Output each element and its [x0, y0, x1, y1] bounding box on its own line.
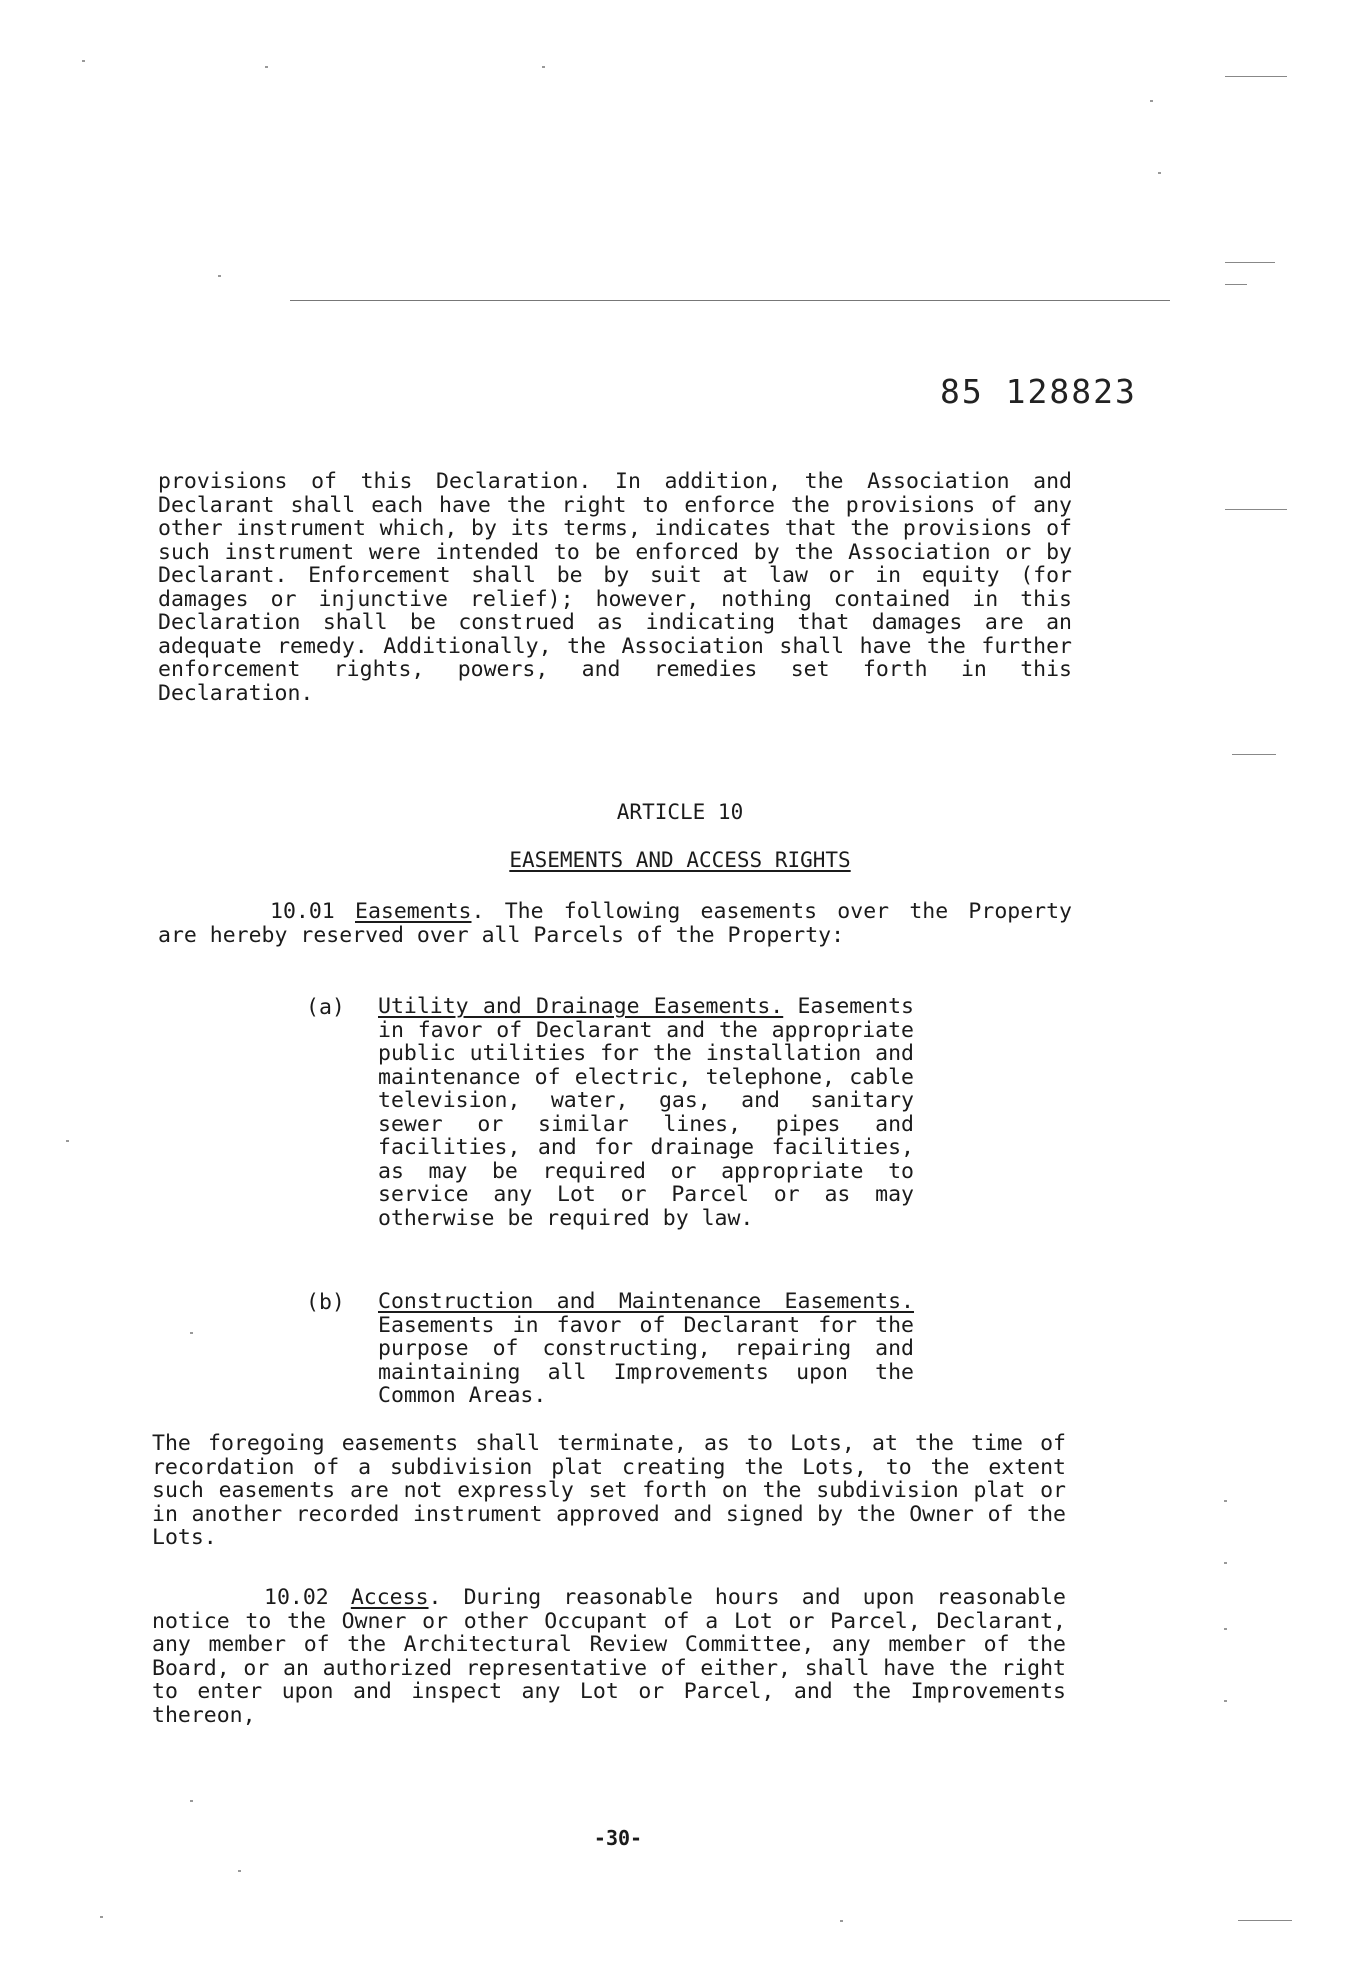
termination-paragraph [152, 1432, 1066, 1550]
margin-mark [1232, 754, 1276, 755]
continuation-paragraph [158, 470, 1072, 705]
scan-speck [1158, 172, 1161, 174]
scan-speck [238, 1870, 241, 1872]
section-number: 10.01 [270, 899, 335, 924]
subsection-text: Easements in favor of Declarant and the appropriate public utilities for the installation and maintenance of electric, telephone, cable television, water, gas, and sanitary sewer or similar lines, pipes and facilities, and for drainage facilities, as may be required or appropriate to service any Lot or Parcel or as may otherwise be required by law. [378, 994, 914, 1231]
section-number: 10.02 [264, 1585, 329, 1610]
subsection-paragraph [378, 1290, 914, 1408]
scan-speck [1224, 1700, 1227, 1702]
scan-speck [1150, 100, 1153, 102]
scan-speck [265, 66, 268, 68]
scan-speck [1224, 1562, 1227, 1564]
paragraph-text: The foregoing easements shall terminate, as to Lots, at the time of recordation of a subdivision plat creating the Lots, to the extent such easements are not expressly set forth on the subdivision plat or in another recorded instrument approved and signed by the Owner of the Lots. [152, 1431, 1066, 1550]
section-paragraph [152, 1586, 1066, 1727]
margin-mark [1225, 76, 1287, 77]
section-10-02 [152, 1586, 1066, 1727]
scan-speck [190, 1800, 193, 1802]
article-title-text: EASEMENTS AND ACCESS RIGHTS [509, 848, 851, 872]
scan-speck [66, 1140, 69, 1142]
scan-speck [1224, 1628, 1227, 1630]
margin-mark [1225, 262, 1275, 263]
section-text: . The following easements over the Property are hereby reserved over all Parcels of the Property: [158, 899, 1072, 948]
article-heading: ARTICLE 10 [616, 800, 744, 824]
margin-mark [1225, 284, 1247, 285]
subsection-paragraph [378, 995, 914, 1230]
section-text: . During reasonable hours and upon reasonable notice to the Owner or other Occupant of a Lot or Parcel, Declarant, any member of the Architectural Review Committee, any member of the Board, or an authorized representative of either, shall have the right to enter upon and inspect any Lot or Parcel, and the Improvements thereon, [152, 1585, 1066, 1728]
page-number: -30- [593, 1826, 643, 1850]
subsection-label-a: (a) [306, 995, 345, 1020]
scan-speck [190, 1332, 193, 1334]
scan-speck [100, 1916, 103, 1918]
subsection-text: Easements in favor of Declarant for the purpose of constructing, repairing and maintaining all Improvements upon the Common Areas. [378, 1312, 914, 1408]
scan-speck [82, 60, 85, 62]
scan-speck [218, 275, 221, 277]
section-title: Access [350, 1585, 429, 1610]
subsection-label-b: (b) [306, 1290, 345, 1315]
subsection-title: Utility and Drainage Easements. [378, 994, 784, 1019]
article-title [0, 848, 1360, 872]
scan-speck [1224, 1500, 1227, 1502]
margin-mark [1238, 1920, 1292, 1921]
subsection-title: Construction and Maintenance Easements. [378, 1289, 914, 1314]
section-10-01 [158, 900, 1072, 947]
paragraph-text: provisions of this Declaration. In addition, the Association and Declarant shall each have the right to enforce the provisions of any other instrument which, by its terms, indicates that the provisions of such instrument were intended to be enforced by the Association or by Declarant. Enforcement shall be by suit at law or in equity (for damages or injunctive relief); however, nothing contained in this Declaration shall be construed as indicating that damages are an adequate remedy. Additionally, the Association shall have the further enforcement rights, powers, and remedies set forth in this Declaration. [158, 469, 1072, 706]
section-paragraph [158, 900, 1072, 947]
margin-mark [1225, 509, 1287, 510]
section-title: Easements [355, 899, 472, 924]
top-scan-line [290, 300, 1170, 301]
recording-number: 85 128823 [940, 372, 1137, 411]
scan-speck [840, 1920, 843, 1922]
subsection-a [378, 995, 914, 1230]
subsection-b [378, 1290, 914, 1408]
scan-speck [542, 66, 545, 68]
